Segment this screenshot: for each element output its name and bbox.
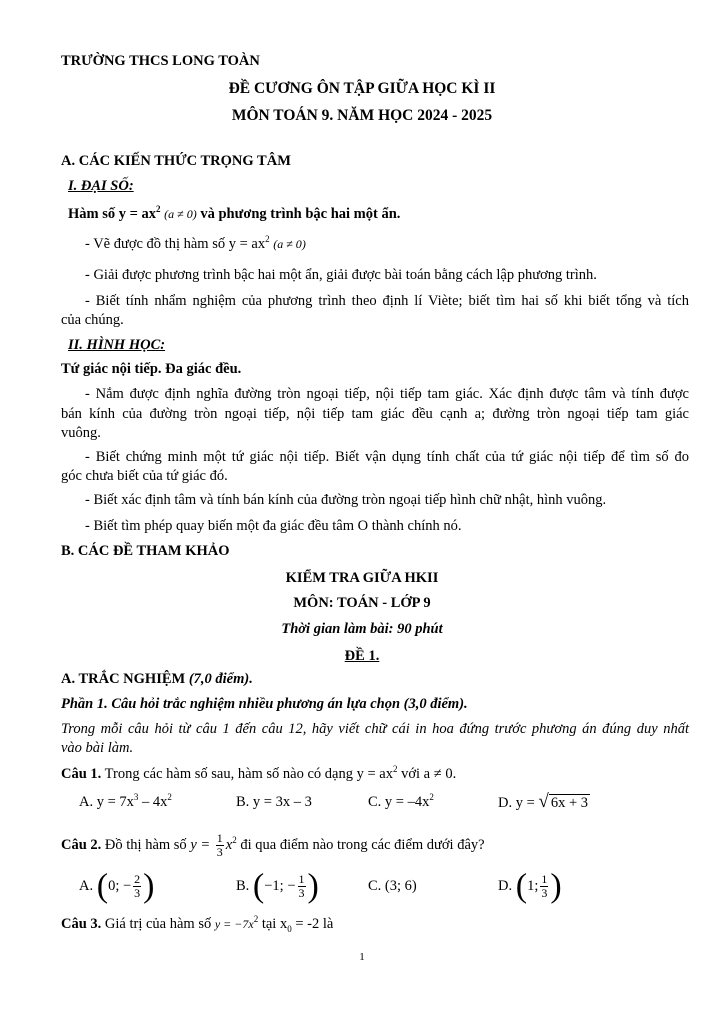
question-2-options <box>0 866 724 906</box>
part-a-heading: A. TRẮC NGHIỆM (7,0 điểm). <box>61 671 253 687</box>
algebra-bullet-2: - Giải được phương trình bậc hai một ẩn, giải được bài toán bằng cách lập phương trình. <box>85 267 597 283</box>
question-1-options <box>0 793 724 815</box>
q1-option-a[interactable]: A. $y = 7x^3 - 4x^2$ <box>79 792 172 810</box>
exam-title: KIỂM TRA GIỮA HKII <box>285 570 439 586</box>
page-number: 1 <box>359 951 365 963</box>
geometry-bullet-1-line-2: bán kính của đường tròn ngoại tiếp, nội tiếp tam giác đều cạnh a; đường tròn ngoại tiếp tam giác <box>61 406 689 422</box>
algebra-bullet-3-line-2: của chúng. <box>61 312 124 328</box>
geometry-bullet-2-line-1: - Biết chứng minh một tứ giác nội tiếp. Biết vận dụng tính chất của tứ giác nội tiếp để tìm số đo <box>85 449 689 465</box>
q2-option-b[interactable]: B. (−1; − $\frac{1}{3}$ ) <box>236 867 319 905</box>
q2-option-a[interactable]: A. (0; − $\frac{2}{3}$ ) <box>79 867 155 905</box>
fraction: $\frac{1}{3}$ <box>216 831 223 860</box>
instruction-line-1: Trong mỗi câu hỏi từ câu 1 đến câu 12, hãy viết chữ cái in hoa đứng trước phương án đúng duy nhất <box>61 721 689 737</box>
q1-option-b[interactable]: B. y = 3x – 3 <box>236 794 312 810</box>
algebra-heading: I. ĐẠI SỐ: <box>68 178 134 194</box>
q1-option-d[interactable]: D. y = √ 6x + 3 <box>498 791 589 812</box>
geometry-heading: II. HÌNH HỌC: <box>68 337 166 353</box>
geometry-bullet-1-line-3: vuông. <box>61 425 101 441</box>
question-3: Câu 3. Giá trị của hàm số $y = -7x^2$ tại $x_0 = -2$ là <box>61 914 334 934</box>
document-subtitle: MÔN TOÁN 9. NĂM HỌC 2024 - 2025 <box>231 107 493 124</box>
question-1: Câu 1. Trong các hàm số sau, hàm số nào có dạng $y = ax^2$ với a ≠ 0. <box>61 764 457 782</box>
q2-option-c[interactable]: C. (3; 6) <box>368 878 417 894</box>
geometry-topic: Tứ giác nội tiếp. Đa giác đều. <box>61 361 242 377</box>
algebra-topic: Hàm số $y = ax^2$ (a ≠ 0) và phương trình bậc hai một ẩn. <box>68 204 401 222</box>
q1-option-c[interactable]: C. $y = -4x^2$ <box>368 792 434 810</box>
q2-option-d[interactable]: D. (1; $\frac{1}{3}$ ) <box>498 867 562 905</box>
exam-time: Thời gian làm bài: 90 phút <box>281 621 443 637</box>
exam-number: ĐỀ 1. <box>344 648 380 664</box>
geometry-bullet-1-line-1: - Nắm được định nghĩa đường tròn ngoại tiếp, nội tiếp tam giác. Xác định được tâm và tính được <box>85 386 689 402</box>
section-b-heading: B. CÁC ĐỀ THAM KHẢO <box>61 543 230 559</box>
part-1-title: Phần 1. Câu hỏi trắc nghiệm nhiều phương án lựa chọn (3,0 điểm). <box>61 696 468 712</box>
document-title: ĐỀ CƯƠNG ÔN TẬP GIỮA HỌC KÌ II <box>228 80 496 97</box>
instruction-line-2: vào bài làm. <box>61 740 134 756</box>
exam-subject: MÔN: TOÁN - LỚP 9 <box>293 595 431 611</box>
algebra-bullet-1: - Vẽ được đồ thị hàm số $y = ax^2$ (a ≠ 0) <box>85 234 306 252</box>
square-root: √ 6x + 3 <box>538 791 589 812</box>
question-2: Câu 2. Đồ thị hàm số y = $\frac{1}{3}$ $x^2$ đi qua điểm nào trong các điểm dưới đây? <box>61 831 485 860</box>
school-name: TRƯỜNG THCS LONG TOÀN <box>61 53 260 69</box>
section-a-heading: A. CÁC KIẾN THỨC TRỌNG TÂM <box>61 153 291 169</box>
geometry-bullet-4: - Biết tìm phép quay biến một đa giác đều tâm O thành chính nó. <box>85 518 462 534</box>
algebra-bullet-3-line-1: - Biết tính nhẩm nghiệm của phương trình theo định lí Viète; biết tìm hai số khi biết tổng và tích <box>85 293 689 309</box>
geometry-bullet-3: - Biết xác định tâm và tính bán kính của đường tròn ngoại tiếp hình chữ nhật, hình vuông. <box>85 492 607 508</box>
geometry-bullet-2-line-2: góc chưa biết của tứ giác đó. <box>61 468 228 484</box>
